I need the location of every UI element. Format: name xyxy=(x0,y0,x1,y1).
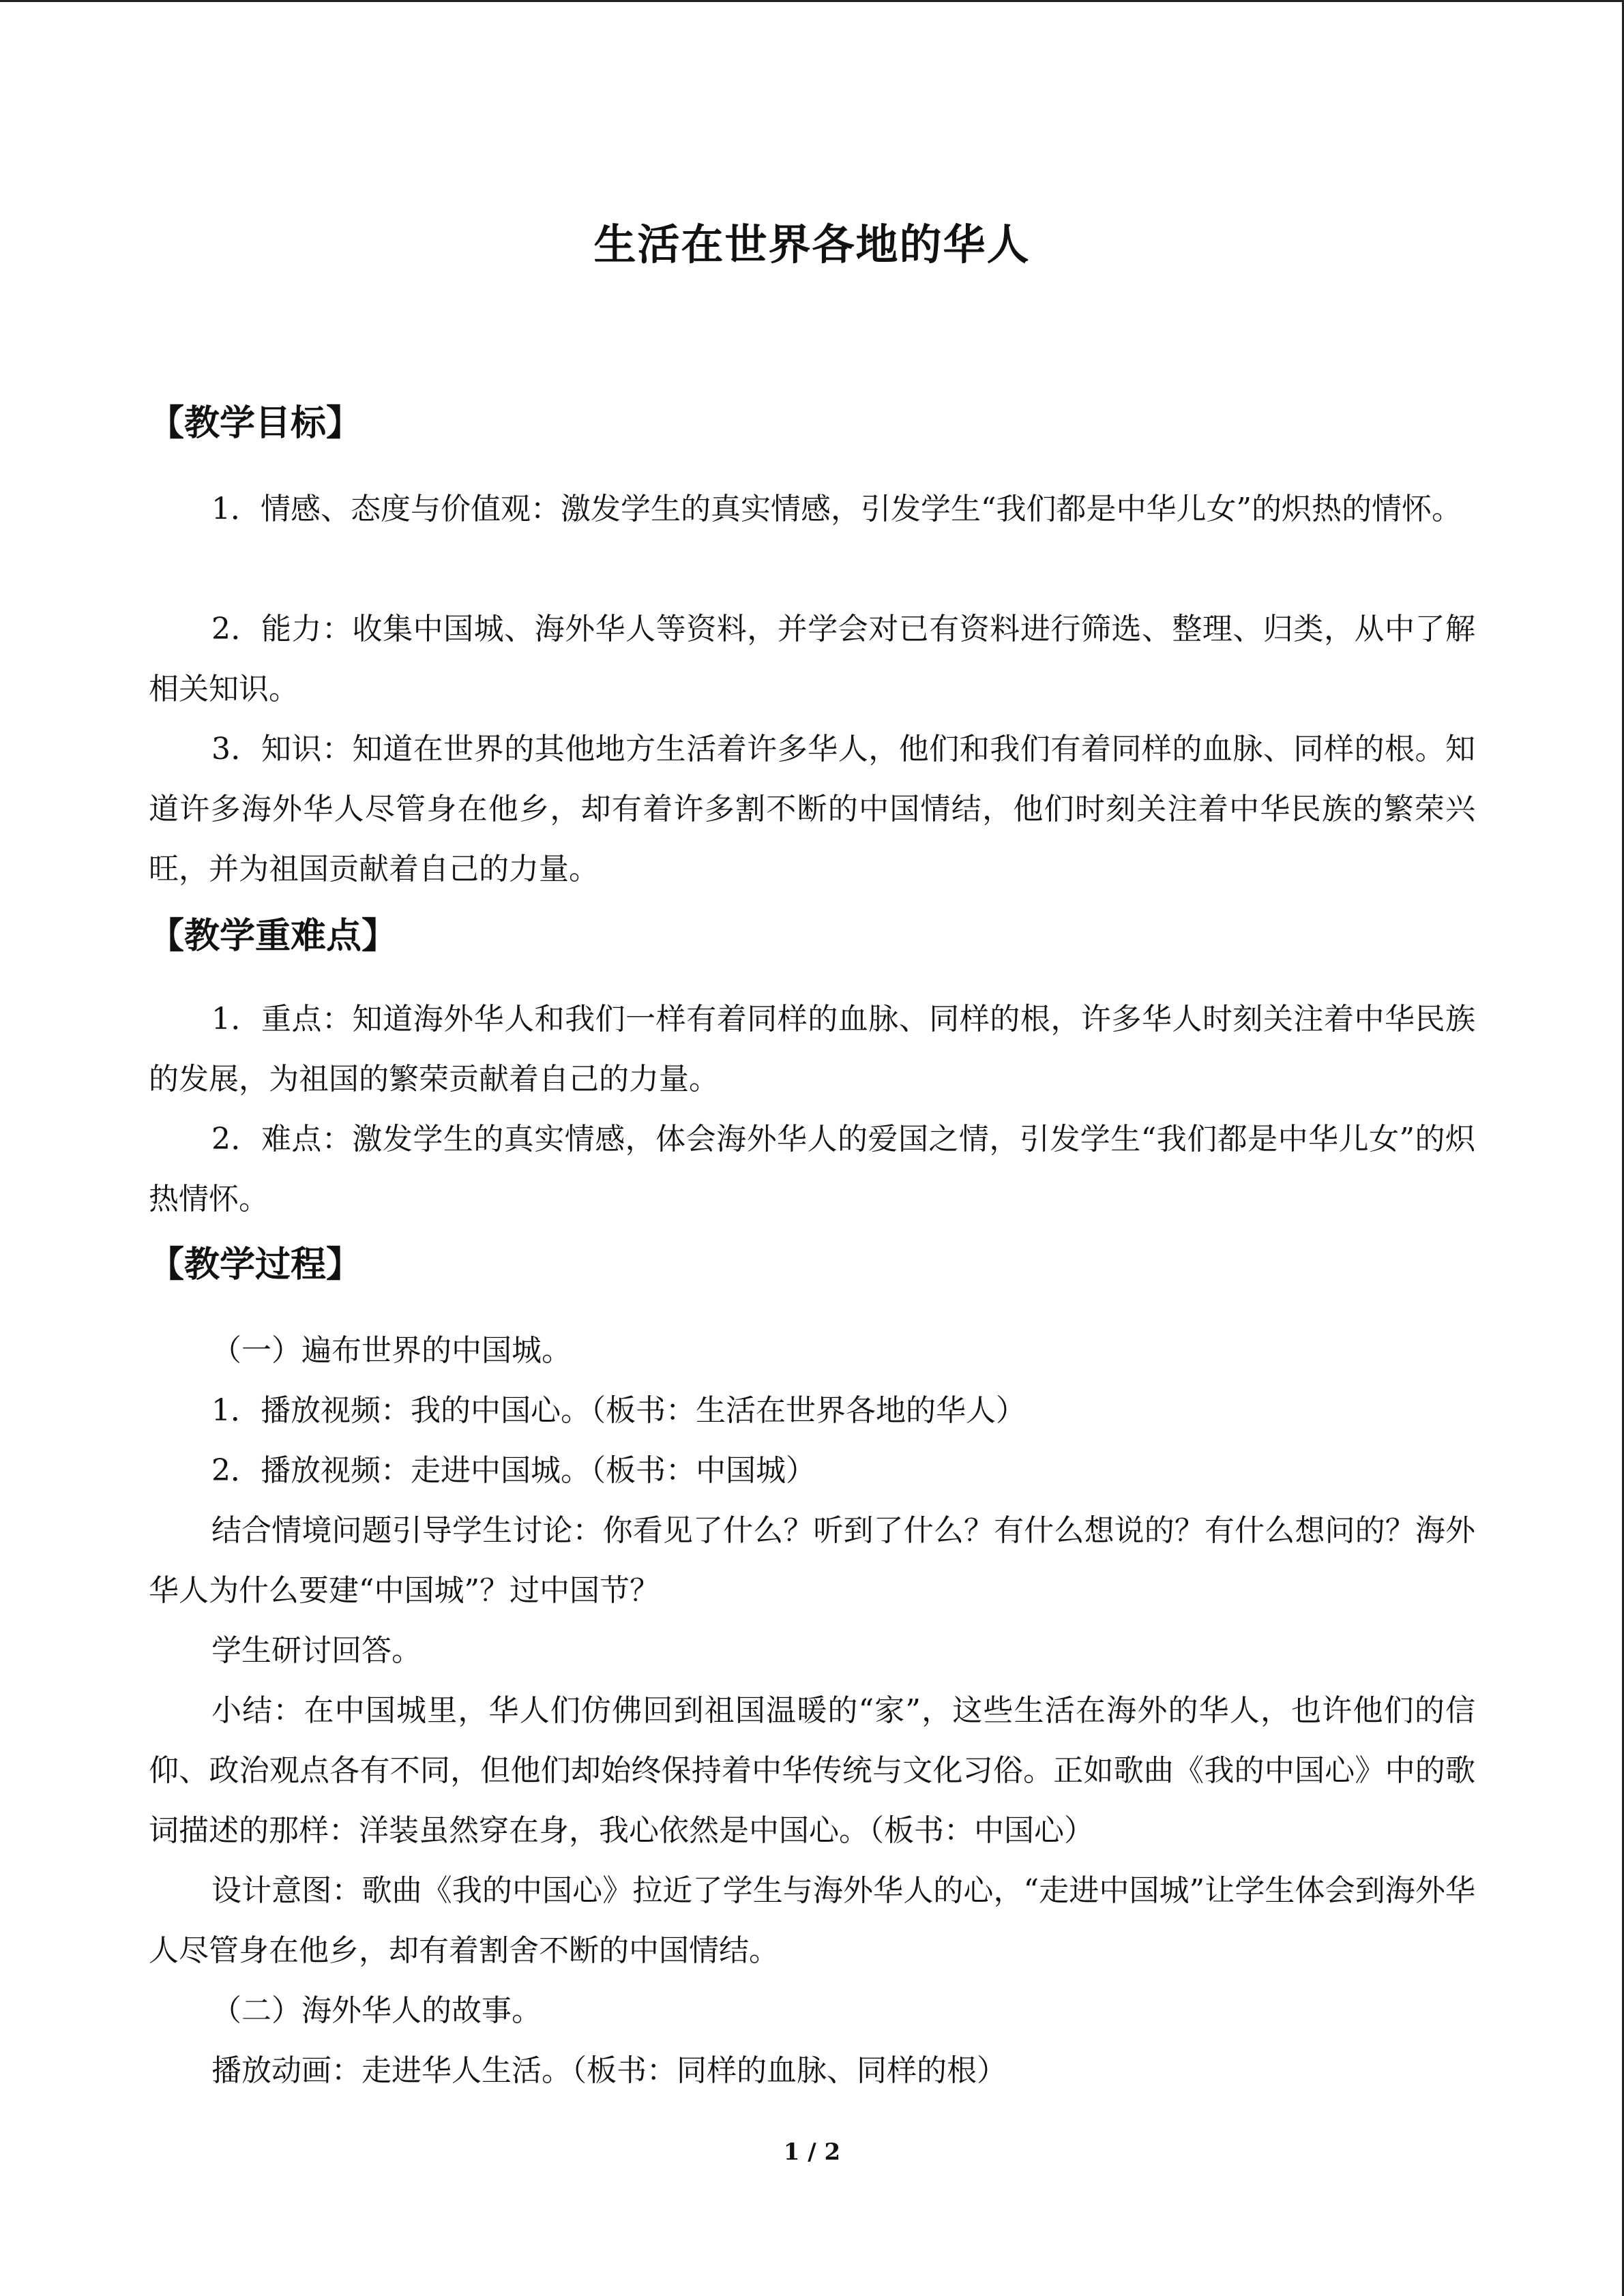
paragraph: 结合情境问题引导学生讨论：你看见了什么？听到了什么？有什么想说的？有什么想问的？海外华人为什么要建“中国城”？过中国节？ xyxy=(149,1513,1475,1608)
paragraph: （一）遍布世界的中国城。 xyxy=(211,1333,572,1368)
section-heading-key-points: 【教学重难点】 xyxy=(149,915,398,957)
paragraph: 学生研讨回答。 xyxy=(211,1633,422,1668)
paragraph: 播放动画：走进华人生活。（板书：同样的血脉、同样的根） xyxy=(211,2053,1007,2088)
paragraph: 1．情感、态度与价值观：激发学生的真实情感，引发学生“我们都是中华儿女”的炽热的情怀。 xyxy=(211,492,1462,526)
paragraph: 2．能力：收集中国城、海外华人等资料，并学会对已有资料进行筛选、整理、归类，从中了解相关知识。 xyxy=(149,612,1475,706)
section-heading-process: 【教学过程】 xyxy=(149,1244,362,1285)
paragraph: 1．重点：知道海外华人和我们一样有着同样的血脉、同样的根，许多华人时刻关注着中华民族的发展，为祖国的繁荣贡献着自己的力量。 xyxy=(149,1002,1475,1097)
paragraph: 2．播放视频：走进中国城。（板书：中国城） xyxy=(211,1453,816,1488)
paragraph: 小结：在中国城里，华人们仿佛回到祖国温暖的“家”，这些生活在海外的华人，也许他们的信仰、政治观点各有不同，但他们却始终保持着中华传统与文化习俗。正如歌曲《我的中国心》中的歌词描述的那样：洋装虽然穿在身，我心依然是中国心。（板书：中国心） xyxy=(149,1693,1475,1848)
paragraph: 2．难点：激发学生的真实情感，体会海外华人的爱国之情，引发学生“我们都是中华儿女”的炽热情怀。 xyxy=(149,1122,1475,1217)
paragraph: 3．知识：知道在世界的其他地方生活着许多华人，他们和我们有着同样的血脉、同样的根。知道许多海外华人尽管身在他乡，却有着许多割不断的中国情结，他们时刻关注着中华民族的繁荣兴旺，并为祖国贡献着自己的力量。 xyxy=(149,732,1475,886)
section-heading-objectives: 【教学目标】 xyxy=(149,402,362,444)
paragraph: 1．播放视频：我的中国心。（板书：生活在世界各地的华人） xyxy=(211,1393,1026,1428)
paragraph: （二）海外华人的故事。 xyxy=(211,1993,542,2028)
page-number: 1 / 2 xyxy=(783,2138,841,2166)
paragraph: 设计意图：歌曲《我的中国心》拉近了学生与海外华人的心，“走进中国城”让学生体会到海外华人尽管身在他乡，却有着割舍不断的中国情结。 xyxy=(149,1873,1475,1968)
page-title: 生活在世界各地的华人 xyxy=(593,220,1031,269)
